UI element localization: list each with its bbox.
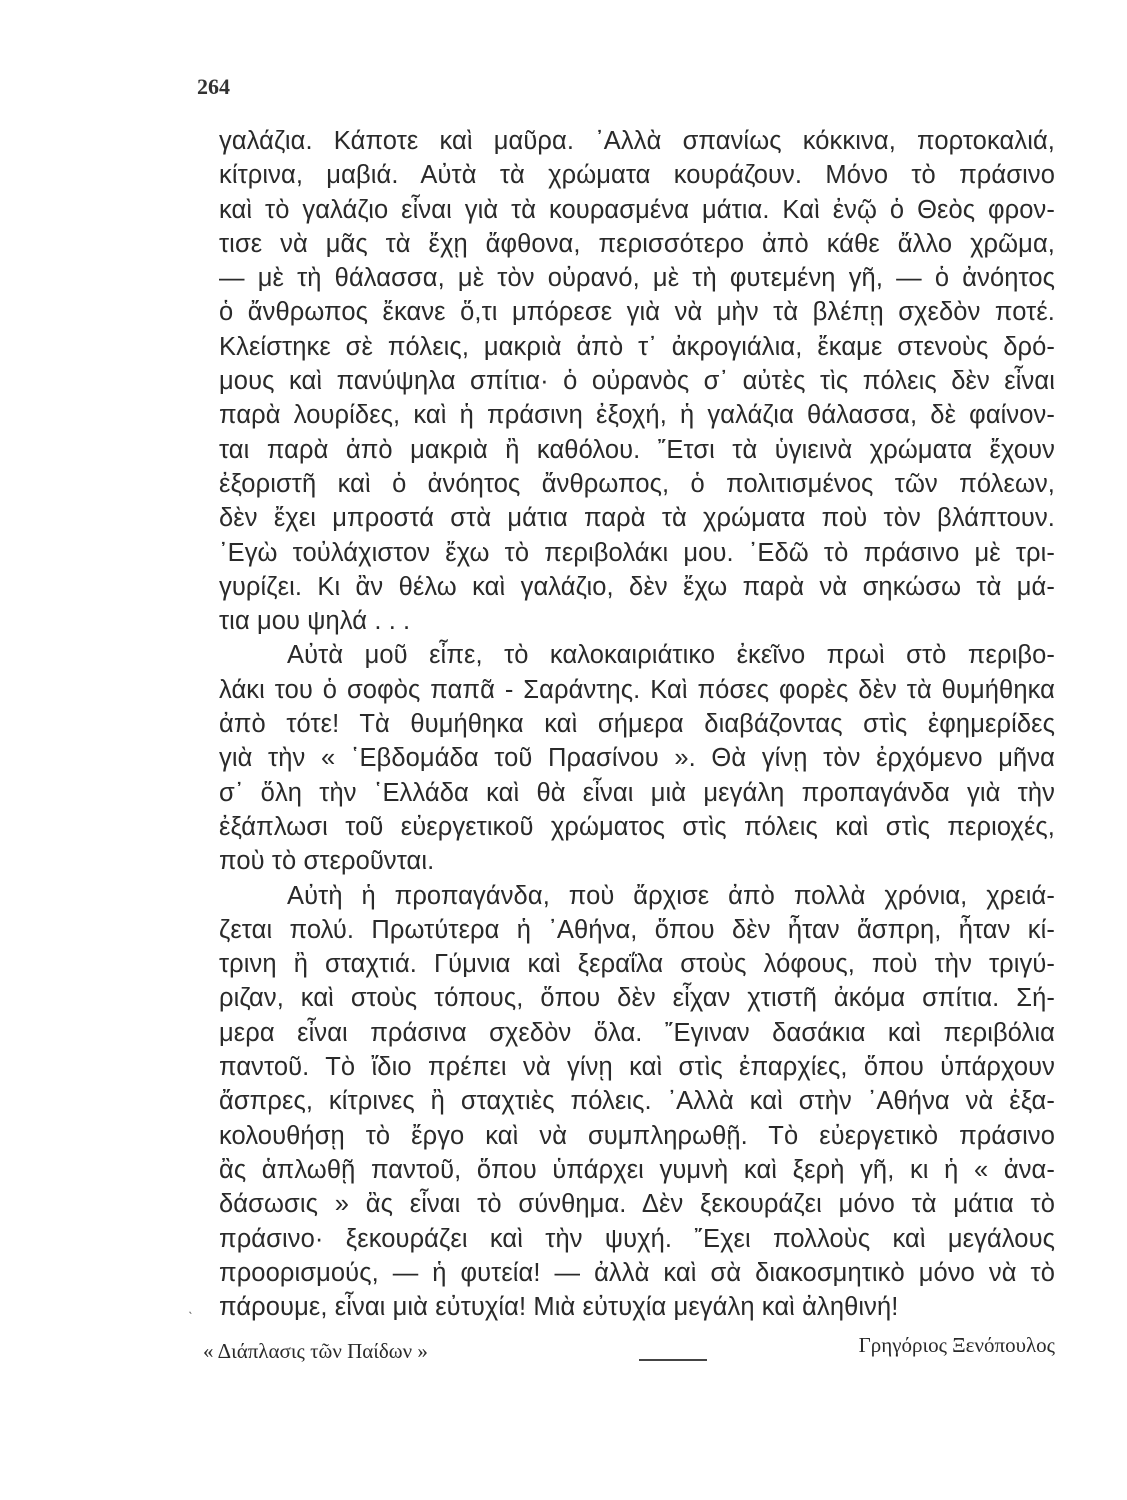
- footer: [203, 1333, 1055, 1373]
- text-line: ᾿Εγὼ τοὐλάχιστον ἔχω τὸ περιβολάκι μου. ᾿Εδῶ τὸ πράσινο μὲ τρι-: [219, 538, 1055, 567]
- text-line: Αὐτὰ μοῦ εἶπε, τὸ καλοκαιριάτικο ἐκεῖνο πρωὶ στὸ περιβο-: [287, 641, 1055, 670]
- text-line: μους καὶ πανύψηλα σπίτια· ὁ οὐρανὸς σ᾿ αὐτὲς τὶς πόλεις δὲν εἶναι: [219, 367, 1055, 396]
- text-line: ἄσπρες, κίτρινες ἢ σταχτιὲς πόλεις. ᾿Αλλὰ καὶ στὴν ᾿Αθήνα νὰ ἐξα-: [219, 1087, 1055, 1116]
- text-line: ριζαν, καὶ στοὺς τόπους, ὅπου δὲν εἶχαν χτιστῆ ἀκόμα σπίτια. Σή-: [219, 984, 1055, 1013]
- text-line: ἂς ἁπλωθῇ παντοῦ, ὅπου ὑπάρχει γυμνὴ καὶ ξερὴ γῆ, κι ἡ « ἀνα-: [219, 1155, 1055, 1184]
- text-line: πάρουμε, εἶναι μιὰ εὐτυχία! Μιὰ εὐτυχία μεγάλη καὶ ἀληθινή!: [219, 1293, 899, 1322]
- text-line: μερα εἶναι πράσινα σχεδὸν ὅλα. ῎Εγιναν δασάκια καὶ περιβόλια: [219, 1018, 1055, 1047]
- text-line: λάκι του ὁ σοφὸς παπᾶ - Σαράντης. Καὶ πόσες φορὲς δὲν τὰ θυμήθηκα: [219, 675, 1055, 704]
- text-line: τισε νὰ μᾶς τὰ ἔχῃ ἄφθονα, περισσότερο ἀπὸ κάθε ἄλλο χρῶμα,: [219, 229, 1055, 258]
- text-line: παρὰ λουρίδες, καὶ ἡ πράσινη ἐξοχή, ἡ γαλάζια θάλασσα, δὲ φαίνον-: [219, 401, 1055, 430]
- text-line: ἀπὸ τότε! Τὰ θυμήθηκα καὶ σήμερα διαβάζοντας στὶς ἐφημερίδες: [219, 710, 1055, 739]
- text-line: τια μου ψηλά . . .: [219, 607, 411, 636]
- text-line: γαλάζια. Κάποτε καὶ μαῦρα. ᾿Αλλὰ σπανίως κόκκινα, πορτοκαλιά,: [219, 127, 1055, 155]
- text-line: — μὲ τὴ θάλασσα, μὲ τὸν οὐρανό, μὲ τὴ φυτεμένη γῆ, — ὁ ἀνόητος: [219, 264, 1055, 293]
- text-line: ται παρὰ ἀπὸ μακριὰ ἢ καθόλου. ῎Ετσι τὰ ὑγιεινὰ χρώματα ἔχουν: [219, 435, 1055, 464]
- text-line: πράσινο· ξεκουράζει καὶ τὴν ψυχή. ῎Εχει πολλοὺς καὶ μεγάλους: [219, 1224, 1055, 1253]
- page-number: 264: [197, 74, 230, 99]
- text-line: προορισμούς, — ἡ φυτεία! — ἀλλὰ καὶ σὰ διακοσμητικὸ μόνο νὰ τὸ: [219, 1258, 1055, 1287]
- text-line: κολουθήσῃ τὸ ἔργο καὶ νὰ συμπληρωθῇ. Τὸ εὐεργετικὸ πράσινο: [219, 1121, 1055, 1150]
- text-line: ποὺ τὸ στεροῦνται.: [219, 847, 435, 876]
- text-line: ζεται πολύ. Πρωτύτερα ἡ ᾿Αθήνα, ὅπου δὲν ἦταν ἄσπρη, ἦταν κί-: [219, 915, 1055, 944]
- text-line: σ᾿ ὅλη τὴν ῾Ελλάδα καὶ θὰ εἶναι μιὰ μεγάλη προπαγάνδα γιὰ τὴν: [219, 778, 1055, 807]
- text-line: παντοῦ. Τὸ ἴδιο πρέπει νὰ γίνῃ καὶ στὶς ἐπαρχίες, ὅπου ὑπάρχουν: [219, 1053, 1055, 1082]
- source-citation: « Διάπλασις τῶν Παίδων »: [203, 1339, 428, 1363]
- text-line: γυρίζει. Κι ἂν θέλω καὶ γαλάζιο, δὲν ἔχω παρὰ νὰ σηκώσω τὰ μά-: [219, 572, 1055, 601]
- text-line: κίτρινα, μαβιά. Αὐτὰ τὰ χρώματα κουράζουν. Μόνο τὸ πράσινο: [219, 161, 1055, 190]
- author-signature: Γρηγόριος Ξενόπουλος: [858, 1333, 1055, 1357]
- text-line: Αὐτὴ ἡ προπαγάνδα, ποὺ ἄρχισε ἀπὸ πολλὰ χρόνια, χρειά-: [287, 881, 1055, 910]
- text-line: ἐξοριστῆ καὶ ὁ ἀνόητος ἄνθρωπος, ὁ πολιτισμένος τῶν πόλεων,: [219, 469, 1055, 498]
- text-line: δὲν ἔχει μπροστά στὰ μάτια παρὰ τὰ χρώματα ποὺ τὸν βλάπτουν.: [219, 504, 1055, 533]
- text-line: γιὰ τὴν « ῾Εβδομάδα τοῦ Πρασίνου ». Θὰ γίνῃ τὸν ἐρχόμενο μῆνα: [219, 744, 1055, 773]
- text-line: ὁ ἄνθρωπος ἔκανε ὅ,τι μπόρεσε γιὰ νὰ μὴν τὰ βλέπῃ σχεδὸν ποτέ.: [219, 298, 1055, 327]
- text-line: ἐξάπλωσι τοῦ εὐεργετικοῦ χρώματος στὶς πόλεις καὶ στὶς περιοχές,: [219, 812, 1055, 841]
- margin-mark: ˎ: [188, 1298, 194, 1315]
- text-line: τρινη ἢ σταχτιά. Γύμνια καὶ ξεραΐλα στοὺς λόφους, ποὺ τὴν τριγύ-: [219, 950, 1055, 979]
- end-rule: [639, 1359, 707, 1361]
- text-line: δάσωσις » ἂς εἶναι τὸ σύνθημα. Δὲν ξεκουράζει μόνο τὰ μάτια τὸ: [219, 1190, 1055, 1219]
- text-line: Κλείστηκε σὲ πόλεις, μακριὰ ἀπὸ τ᾿ ἀκρογιάλια, ἔκαμε στενοὺς δρό-: [219, 332, 1055, 361]
- article-body: [219, 124, 1055, 1324]
- text-line: καὶ τὸ γαλάζιο εἶναι γιὰ τὰ κουρασμένα μάτια. Καὶ ἐνῷ ὁ Θεὸς φρον-: [219, 195, 1055, 224]
